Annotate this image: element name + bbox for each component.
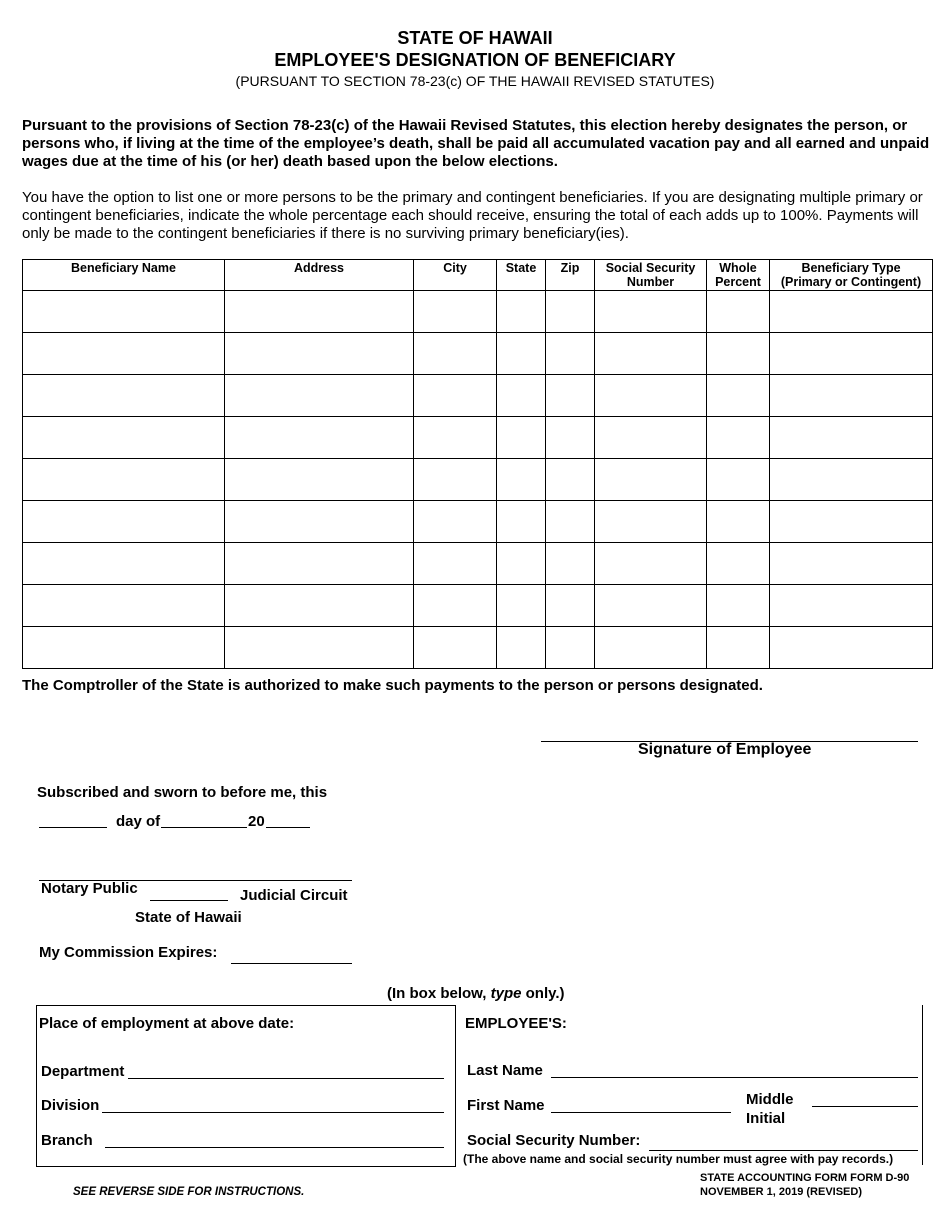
ssn-cell[interactable]	[595, 333, 707, 375]
branch-label: Branch	[41, 1132, 93, 1149]
state-cell[interactable]	[497, 417, 546, 459]
signature-label: Signature of Employee	[638, 741, 812, 758]
beneficiary-type-cell[interactable]	[770, 543, 933, 585]
form-title: STATE OF HAWAII	[397, 28, 553, 48]
city-cell[interactable]	[414, 585, 497, 627]
beneficiary-type-cell[interactable]	[770, 585, 933, 627]
ssn-cell[interactable]	[595, 501, 707, 543]
beneficiary-name-cell[interactable]	[23, 375, 225, 417]
column-header-state: State	[497, 260, 546, 291]
table-row	[23, 291, 933, 333]
state-cell[interactable]	[497, 333, 546, 375]
judicial-circuit-field[interactable]	[150, 900, 228, 901]
city-cell[interactable]	[414, 333, 497, 375]
first-name-field[interactable]	[551, 1112, 731, 1113]
beneficiary-type-cell[interactable]	[770, 627, 933, 669]
form-subject: EMPLOYEE'S DESIGNATION OF BENEFICIARY	[274, 50, 676, 70]
address-cell[interactable]	[225, 501, 414, 543]
table-row	[23, 333, 933, 375]
whole-percent-cell[interactable]	[707, 501, 770, 543]
whole-percent-cell[interactable]	[707, 375, 770, 417]
address-cell[interactable]	[225, 291, 414, 333]
state-cell[interactable]	[497, 291, 546, 333]
ssn-cell[interactable]	[595, 543, 707, 585]
column-header-beneficiary-name: Beneficiary Name	[23, 260, 225, 291]
beneficiary-type-cell[interactable]	[770, 333, 933, 375]
beneficiary-type-cell[interactable]	[770, 375, 933, 417]
ssn-cell[interactable]	[595, 375, 707, 417]
zip-cell[interactable]	[546, 627, 595, 669]
beneficiary-name-cell[interactable]	[23, 333, 225, 375]
middle-label: Middle	[746, 1091, 794, 1108]
commission-expires-label: My Commission Expires:	[39, 944, 218, 961]
column-header-beneficiary-type: Beneficiary Type (Primary or Contingent)	[770, 260, 933, 291]
zip-cell[interactable]	[546, 417, 595, 459]
ssn-field[interactable]	[649, 1150, 918, 1151]
notary-state-label: State of Hawaii	[135, 909, 242, 926]
zip-cell[interactable]	[546, 585, 595, 627]
ssn-cell[interactable]	[595, 417, 707, 459]
division-field[interactable]	[102, 1112, 444, 1113]
initial-label: Initial	[746, 1110, 786, 1127]
day-field[interactable]	[39, 827, 107, 828]
zip-cell[interactable]	[546, 291, 595, 333]
beneficiary-name-cell[interactable]	[23, 585, 225, 627]
table-row	[23, 375, 933, 417]
whole-percent-cell[interactable]	[707, 585, 770, 627]
last-name-field[interactable]	[551, 1077, 918, 1078]
address-cell[interactable]	[225, 375, 414, 417]
whole-percent-cell[interactable]	[707, 291, 770, 333]
zip-cell[interactable]	[546, 501, 595, 543]
address-cell[interactable]	[225, 627, 414, 669]
state-cell[interactable]	[497, 627, 546, 669]
whole-percent-cell[interactable]	[707, 417, 770, 459]
beneficiary-type-cell[interactable]	[770, 501, 933, 543]
table-row	[23, 585, 933, 627]
state-cell[interactable]	[497, 585, 546, 627]
employee-box-edge	[922, 1005, 923, 1165]
whole-percent-cell[interactable]	[707, 459, 770, 501]
authorization-statement: The Comptroller of the State is authorized to make such payments to the person or persons designated.	[22, 677, 763, 694]
zip-cell[interactable]	[546, 459, 595, 501]
ssn-label: Social Security Number:	[467, 1132, 641, 1149]
intro-bold-paragraph: Pursuant to the provisions of Section 78-23(c) of the Hawaii Revised Statutes, this election hereby designates the person, or persons who, if living at the time of the employee’s death, shall be paid all accumulated vacation pay and all earned and unpaid wages due at the time of his (or her) death based upon the below elections.	[22, 117, 930, 170]
employment-heading: Place of employment at above date:	[39, 1015, 295, 1032]
city-cell[interactable]	[414, 459, 497, 501]
city-cell[interactable]	[414, 291, 497, 333]
table-row	[23, 459, 933, 501]
ssn-cell[interactable]	[595, 627, 707, 669]
branch-field[interactable]	[105, 1147, 444, 1148]
column-header-whole-percent: Whole Percent	[707, 260, 770, 291]
state-cell[interactable]	[497, 375, 546, 417]
ssn-cell[interactable]	[595, 459, 707, 501]
year-field[interactable]	[266, 827, 310, 828]
notary-public-label: Notary Public	[41, 880, 138, 897]
instructions-note: SEE REVERSE SIDE FOR INSTRUCTIONS.	[73, 1186, 305, 1198]
beneficiary-name-cell[interactable]	[23, 459, 225, 501]
ssn-cell[interactable]	[595, 585, 707, 627]
day-of-label: day of	[116, 813, 161, 830]
address-cell[interactable]	[225, 585, 414, 627]
city-cell[interactable]	[414, 543, 497, 585]
ssn-cell[interactable]	[595, 291, 707, 333]
table-row	[23, 543, 933, 585]
middle-initial-field[interactable]	[812, 1106, 918, 1107]
state-cell[interactable]	[497, 543, 546, 585]
year-prefix-label: 20	[248, 813, 265, 830]
beneficiary-type-cell[interactable]	[770, 417, 933, 459]
table-row	[23, 627, 933, 669]
employee-heading: EMPLOYEE'S:	[465, 1015, 567, 1032]
column-header-zip: Zip	[546, 260, 595, 291]
sworn-statement: Subscribed and sworn to before me, this	[37, 784, 328, 801]
state-cell[interactable]	[497, 501, 546, 543]
first-name-label: First Name	[467, 1097, 545, 1114]
beneficiary-type-cell[interactable]	[770, 459, 933, 501]
form-subtitle: (PURSUANT TO SECTION 78-23(c) OF THE HAWAII REVISED STATUTES)	[235, 73, 715, 89]
whole-percent-cell[interactable]	[707, 627, 770, 669]
zip-cell[interactable]	[546, 543, 595, 585]
department-label: Department	[41, 1063, 125, 1080]
judicial-circuit-label: Judicial Circuit	[240, 887, 348, 904]
city-cell[interactable]	[414, 375, 497, 417]
column-header-address: Address	[225, 260, 414, 291]
form-id: STATE ACCOUNTING FORM FORM D-90	[700, 1172, 910, 1184]
table-header-row	[23, 260, 933, 291]
month-field[interactable]	[161, 827, 247, 828]
column-header-city: City	[414, 260, 497, 291]
zip-cell[interactable]	[546, 333, 595, 375]
pay-records-note: (The above name and social security number must agree with pay records.)	[463, 1152, 894, 1166]
table-row	[23, 501, 933, 543]
intro-paragraph: You have the option to list one or more persons to be the primary and contingent beneficiaries. If you are designating multiple primary or contingent beneficiaries, indicate the whole percentage each should receive, ensuring the total of each adds up to 100%. Payments will only be made to the contingent beneficiaries if there is no surviving primary beneficiary(ies).	[22, 189, 923, 242]
department-field[interactable]	[128, 1078, 444, 1079]
address-cell[interactable]	[225, 543, 414, 585]
whole-percent-cell[interactable]	[707, 333, 770, 375]
commission-expires-field[interactable]	[231, 963, 352, 964]
division-label: Division	[41, 1097, 100, 1114]
type-only-note: (In box below, type only.)	[387, 985, 565, 1002]
whole-percent-cell[interactable]	[707, 543, 770, 585]
address-cell[interactable]	[225, 333, 414, 375]
column-header-ssn: Social Security Number	[595, 260, 707, 291]
city-cell[interactable]	[414, 627, 497, 669]
beneficiary-name-cell[interactable]	[23, 417, 225, 459]
beneficiary-name-cell[interactable]	[23, 291, 225, 333]
revision-date: NOVEMBER 1, 2019 (REVISED)	[700, 1186, 862, 1198]
zip-cell[interactable]	[546, 375, 595, 417]
state-cell[interactable]	[497, 459, 546, 501]
city-cell[interactable]	[414, 501, 497, 543]
beneficiary-type-cell[interactable]	[770, 291, 933, 333]
address-cell[interactable]	[225, 417, 414, 459]
beneficiary-name-cell[interactable]	[23, 543, 225, 585]
table-row	[23, 417, 933, 459]
beneficiary-name-cell[interactable]	[23, 627, 225, 669]
last-name-label: Last Name	[467, 1062, 543, 1079]
beneficiary-table	[22, 259, 933, 669]
address-cell[interactable]	[225, 459, 414, 501]
city-cell[interactable]	[414, 417, 497, 459]
beneficiary-name-cell[interactable]	[23, 501, 225, 543]
